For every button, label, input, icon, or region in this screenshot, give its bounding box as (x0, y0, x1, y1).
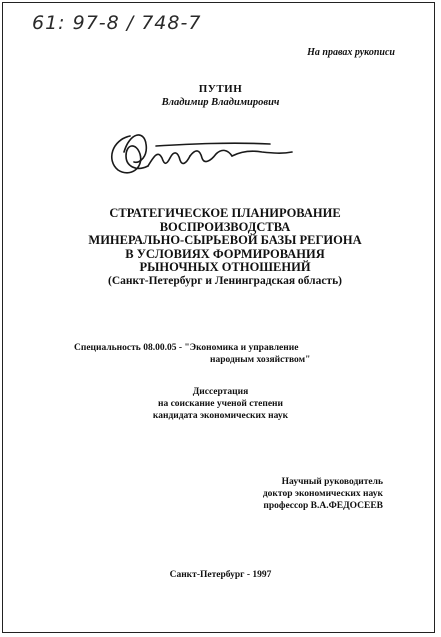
supervisor-line: Научный руководитель (281, 477, 383, 487)
specialty-block (74, 342, 310, 366)
archive-number: 61: 97-8 / 748-7 (32, 12, 202, 34)
specialty-line: Специальность 08.00.05 - "Экономика и управление (74, 343, 299, 353)
degree-line: Диссертация (192, 387, 249, 397)
degree-line: на соискание ученой степени (157, 399, 283, 409)
specialty-line: народным хозяйством" (210, 355, 311, 365)
author-signature (100, 122, 300, 182)
title-subtitle: (Санкт-Петербург и Ленинградская область) (107, 274, 342, 287)
title-line: СТРАТЕГИЧЕСКОЕ ПЛАНИРОВАНИЕ (109, 206, 341, 220)
supervisor-line: профессор В.А.ФЕДОСЕЕВ (263, 501, 383, 511)
degree-block (0, 386, 441, 422)
author-name-patronymic: Владимир Владимирович (161, 97, 280, 108)
dissertation-title (40, 207, 410, 288)
supervisor-block (263, 476, 383, 512)
supervisor-line: доктор экономических наук (262, 489, 383, 499)
author-surname: ПУТИН (198, 83, 243, 95)
title-line: ВОСПРОИЗВОДСТВА (159, 219, 291, 234)
manuscript-rights-note: На правах рукописи (307, 47, 395, 58)
title-line: В УСЛОВИЯХ ФОРМИРОВАНИЯ (125, 246, 325, 261)
title-line: МИНЕРАЛЬНО-СЫРЬЕВОЙ БАЗЫ РЕГИОНА (88, 233, 362, 247)
degree-line: кандидата экономических наук (152, 411, 289, 421)
city-year: Санкт-Петербург - 1997 (169, 570, 272, 580)
title-line: РЫНОЧНЫХ ОТНОШЕНИЙ (139, 260, 311, 274)
